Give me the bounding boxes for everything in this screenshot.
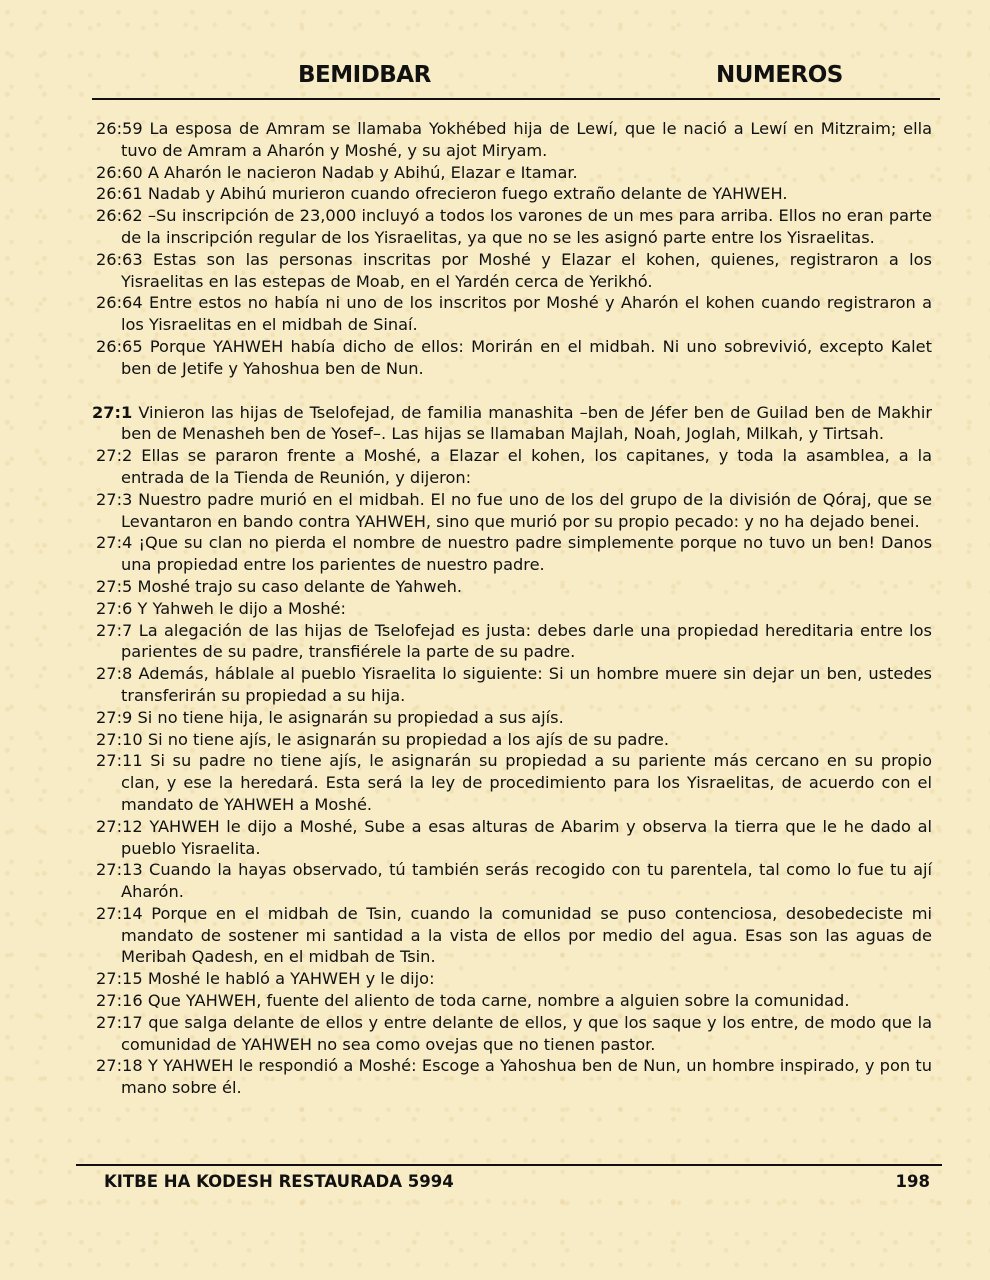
verse-text: Cuando la hayas observado, tú también serás recogido con tu parentela, tal como lo fue tu ají Aharón.	[121, 860, 932, 902]
verse-text: Nuestro padre murió en el midbah. El no fue uno de los del grupo de la división de Qóraj, que se Levantaron en bando contra YAHWEH, sino que murió por su propio pecado: y no ha dejado benei.	[121, 489, 932, 531]
verse	[96, 663, 932, 707]
verse-number: 27:15	[96, 969, 143, 989]
verse-number: 27:1	[92, 402, 133, 422]
verse-text: ¡Que su clan no pierda el nombre de nuestro padre simplemente porque no tuvo un ben! Danos una propiedad entre los parientes de nuestro padre.	[121, 533, 933, 575]
verse-text: La esposa de Amram se llamaba Yokhébed hija de Lewí, que le nació a Lewí en Mitzraim; ella tuvo de Amram a Aharón y Moshé, y su ajot Miryam.	[121, 119, 932, 160]
verse-number: 27:18	[96, 1056, 143, 1076]
verse	[96, 183, 932, 205]
verse-number: 26:59	[96, 119, 143, 138]
verse-text: Si su padre no tiene ajís, le asignarán su propiedad a su pariente más cercano en su propio clan, y ese la heredará. Esta será la ley de procedimiento para los Yisraelitas, de acuerdo con el mandato de YAHWEH a Moshé.	[121, 751, 932, 814]
verse-text: Y Yahweh le dijo a Moshé:	[137, 598, 346, 618]
verse-text: Nadab y Abihú murieron cuando ofrecieron fuego extraño delante de YAHWEH.	[147, 184, 788, 204]
book-title-spanish: NUMEROS	[716, 62, 843, 88]
verse-number: 27:7	[96, 620, 133, 640]
verse-text: Entre estos no había ni uno de los inscritos por Moshé y Aharón el kohen cuando registraron a los Yisraelitas en el midbah de Sinaí.	[121, 293, 932, 335]
verse-number: 26:63	[96, 249, 143, 269]
verse	[96, 162, 932, 184]
verse	[96, 729, 932, 751]
footer-publication: KITBE HA KODESH RESTAURADA 5994	[104, 1172, 454, 1191]
verse-text: Si no tiene ajís, le asignarán su propiedad a los ajís de su padre.	[147, 729, 670, 749]
verse	[96, 750, 932, 815]
verse-text: Ellas se pararon frente a Moshé, a Elazar el kohen, los capitanes, y toda la asamblea, a la entrada de la Tienda de Reunión, y dijeron:	[121, 446, 932, 487]
verse-number: 26:60	[96, 162, 143, 182]
verse-number: 27:11	[96, 751, 143, 771]
verse-text: Moshé trajo su caso delante de Yahweh.	[137, 576, 462, 596]
verse-number: 26:62	[96, 206, 143, 226]
verse-text: –Su inscripción de 23,000 incluyó a todos los varones de un mes para arriba. Ellos no eran parte de la inscripción regular de los Yisraelitas, ya que no se les asignó parte entre los Yisraelitas.	[121, 206, 932, 247]
verse-number: 27:3	[96, 489, 133, 509]
page-header	[92, 62, 940, 100]
verse	[96, 576, 932, 598]
verse-text: Además, háblale al pueblo Yisraelita lo siguiente: Si un hombre muere sin dejar un ben, ustedes transferirán su propiedad a su hija.	[121, 664, 932, 705]
verse-number: 27:10	[96, 729, 143, 749]
verse	[96, 1055, 932, 1099]
verse-text: A Aharón le nacieron Nadab y Abihú, Elazar e Itamar.	[147, 162, 578, 182]
verse-number: 27:17	[96, 1012, 143, 1032]
verse-number: 27:16	[96, 991, 143, 1011]
chapter-start-verse	[92, 402, 932, 446]
verse	[96, 292, 932, 336]
verse	[96, 816, 932, 860]
verse	[96, 249, 932, 293]
verse-number: 27:6	[96, 598, 133, 618]
verse	[96, 990, 932, 1012]
verse-number: 26:61	[96, 184, 143, 204]
verse	[96, 1012, 932, 1056]
verse-number: 27:9	[96, 707, 133, 727]
verse-number: 27:14	[96, 903, 143, 923]
verse-number: 26:64	[96, 293, 143, 313]
verse	[96, 445, 932, 489]
verse	[96, 205, 932, 249]
book-title-hebrew: BEMIDBAR	[298, 62, 431, 88]
verse-text: que salga delante de ellos y entre delante de ellos, y que los saque y los entre, de modo que la comunidad de YAHWEH no sea como ovejas que no tienen pastor.	[121, 1012, 932, 1054]
verse-text: Que YAHWEH, fuente del aliento de toda carne, nombre a alguien sobre la comunidad.	[147, 991, 850, 1011]
verse-text: Y YAHWEH le respondió a Moshé: Escoge a Yahoshua ben de Nun, un hombre inspirado, y pon tu mano sobre él.	[121, 1056, 932, 1098]
verse-number: 27:8	[96, 664, 133, 684]
verse	[96, 968, 932, 990]
verse-number: 26:65	[96, 336, 143, 356]
verse	[96, 620, 932, 664]
verse-text: Vinieron las hijas de Tselofejad, de familia manashita –ben de Jéfer ben de Guilad ben de Makhir ben de Menasheh ben de Yosef–. Las hijas se llamaban Majlah, Noah, Joglah, Milkah, y Tirtsah.	[121, 402, 932, 444]
verse-text: Si no tiene hija, le asignarán su propiedad a sus ajís.	[137, 707, 564, 727]
verse-text: Moshé le habló a YAHWEH y le dijo:	[147, 969, 435, 989]
verse	[96, 336, 932, 380]
verse	[96, 532, 932, 576]
page-footer	[76, 1164, 942, 1191]
verse-number: 27:13	[96, 860, 143, 880]
verse	[96, 707, 932, 729]
verse	[96, 598, 932, 620]
verse-text: Estas son las personas inscritas por Moshé y Elazar el kohen, quienes, registraron a los Yisraelitas en las estepas de Moab, en el Yardén cerca de Yerikhó.	[121, 249, 932, 291]
verse	[96, 489, 932, 533]
page-number: 198	[895, 1172, 930, 1191]
verse-number: 27:2	[96, 446, 133, 466]
verse-text: Porque YAHWEH había dicho de ellos: Morirán en el midbah. Ni uno sobrevivió, excepto Kalet ben de Jetife y Yahoshua ben de Nun.	[121, 336, 932, 378]
verse	[96, 859, 932, 903]
verse-number: 27:12	[96, 816, 143, 836]
verse-number: 27:4	[96, 533, 133, 553]
verse-number: 27:5	[96, 576, 133, 596]
verse	[96, 118, 932, 162]
verse	[96, 903, 932, 968]
verse-text: YAHWEH le dijo a Moshé, Sube a esas alturas de Abarim y observa la tierra que le he dado al pueblo Yisraelita.	[121, 816, 932, 858]
page-content	[92, 118, 933, 1099]
verse-text: Porque en el midbah de Tsin, cuando la comunidad se puso contenciosa, desobedeciste mi mandato de sostener mi santidad a la vista de ellos por medio del agua. Esas son las aguas de Meribah Qadesh, en el midbah de Tsin.	[121, 903, 932, 967]
verse-text: La alegación de las hijas de Tselofejad es justa: debes darle una propiedad hereditaria entre los parientes de su padre, transfiérele la parte de su padre.	[121, 620, 932, 662]
